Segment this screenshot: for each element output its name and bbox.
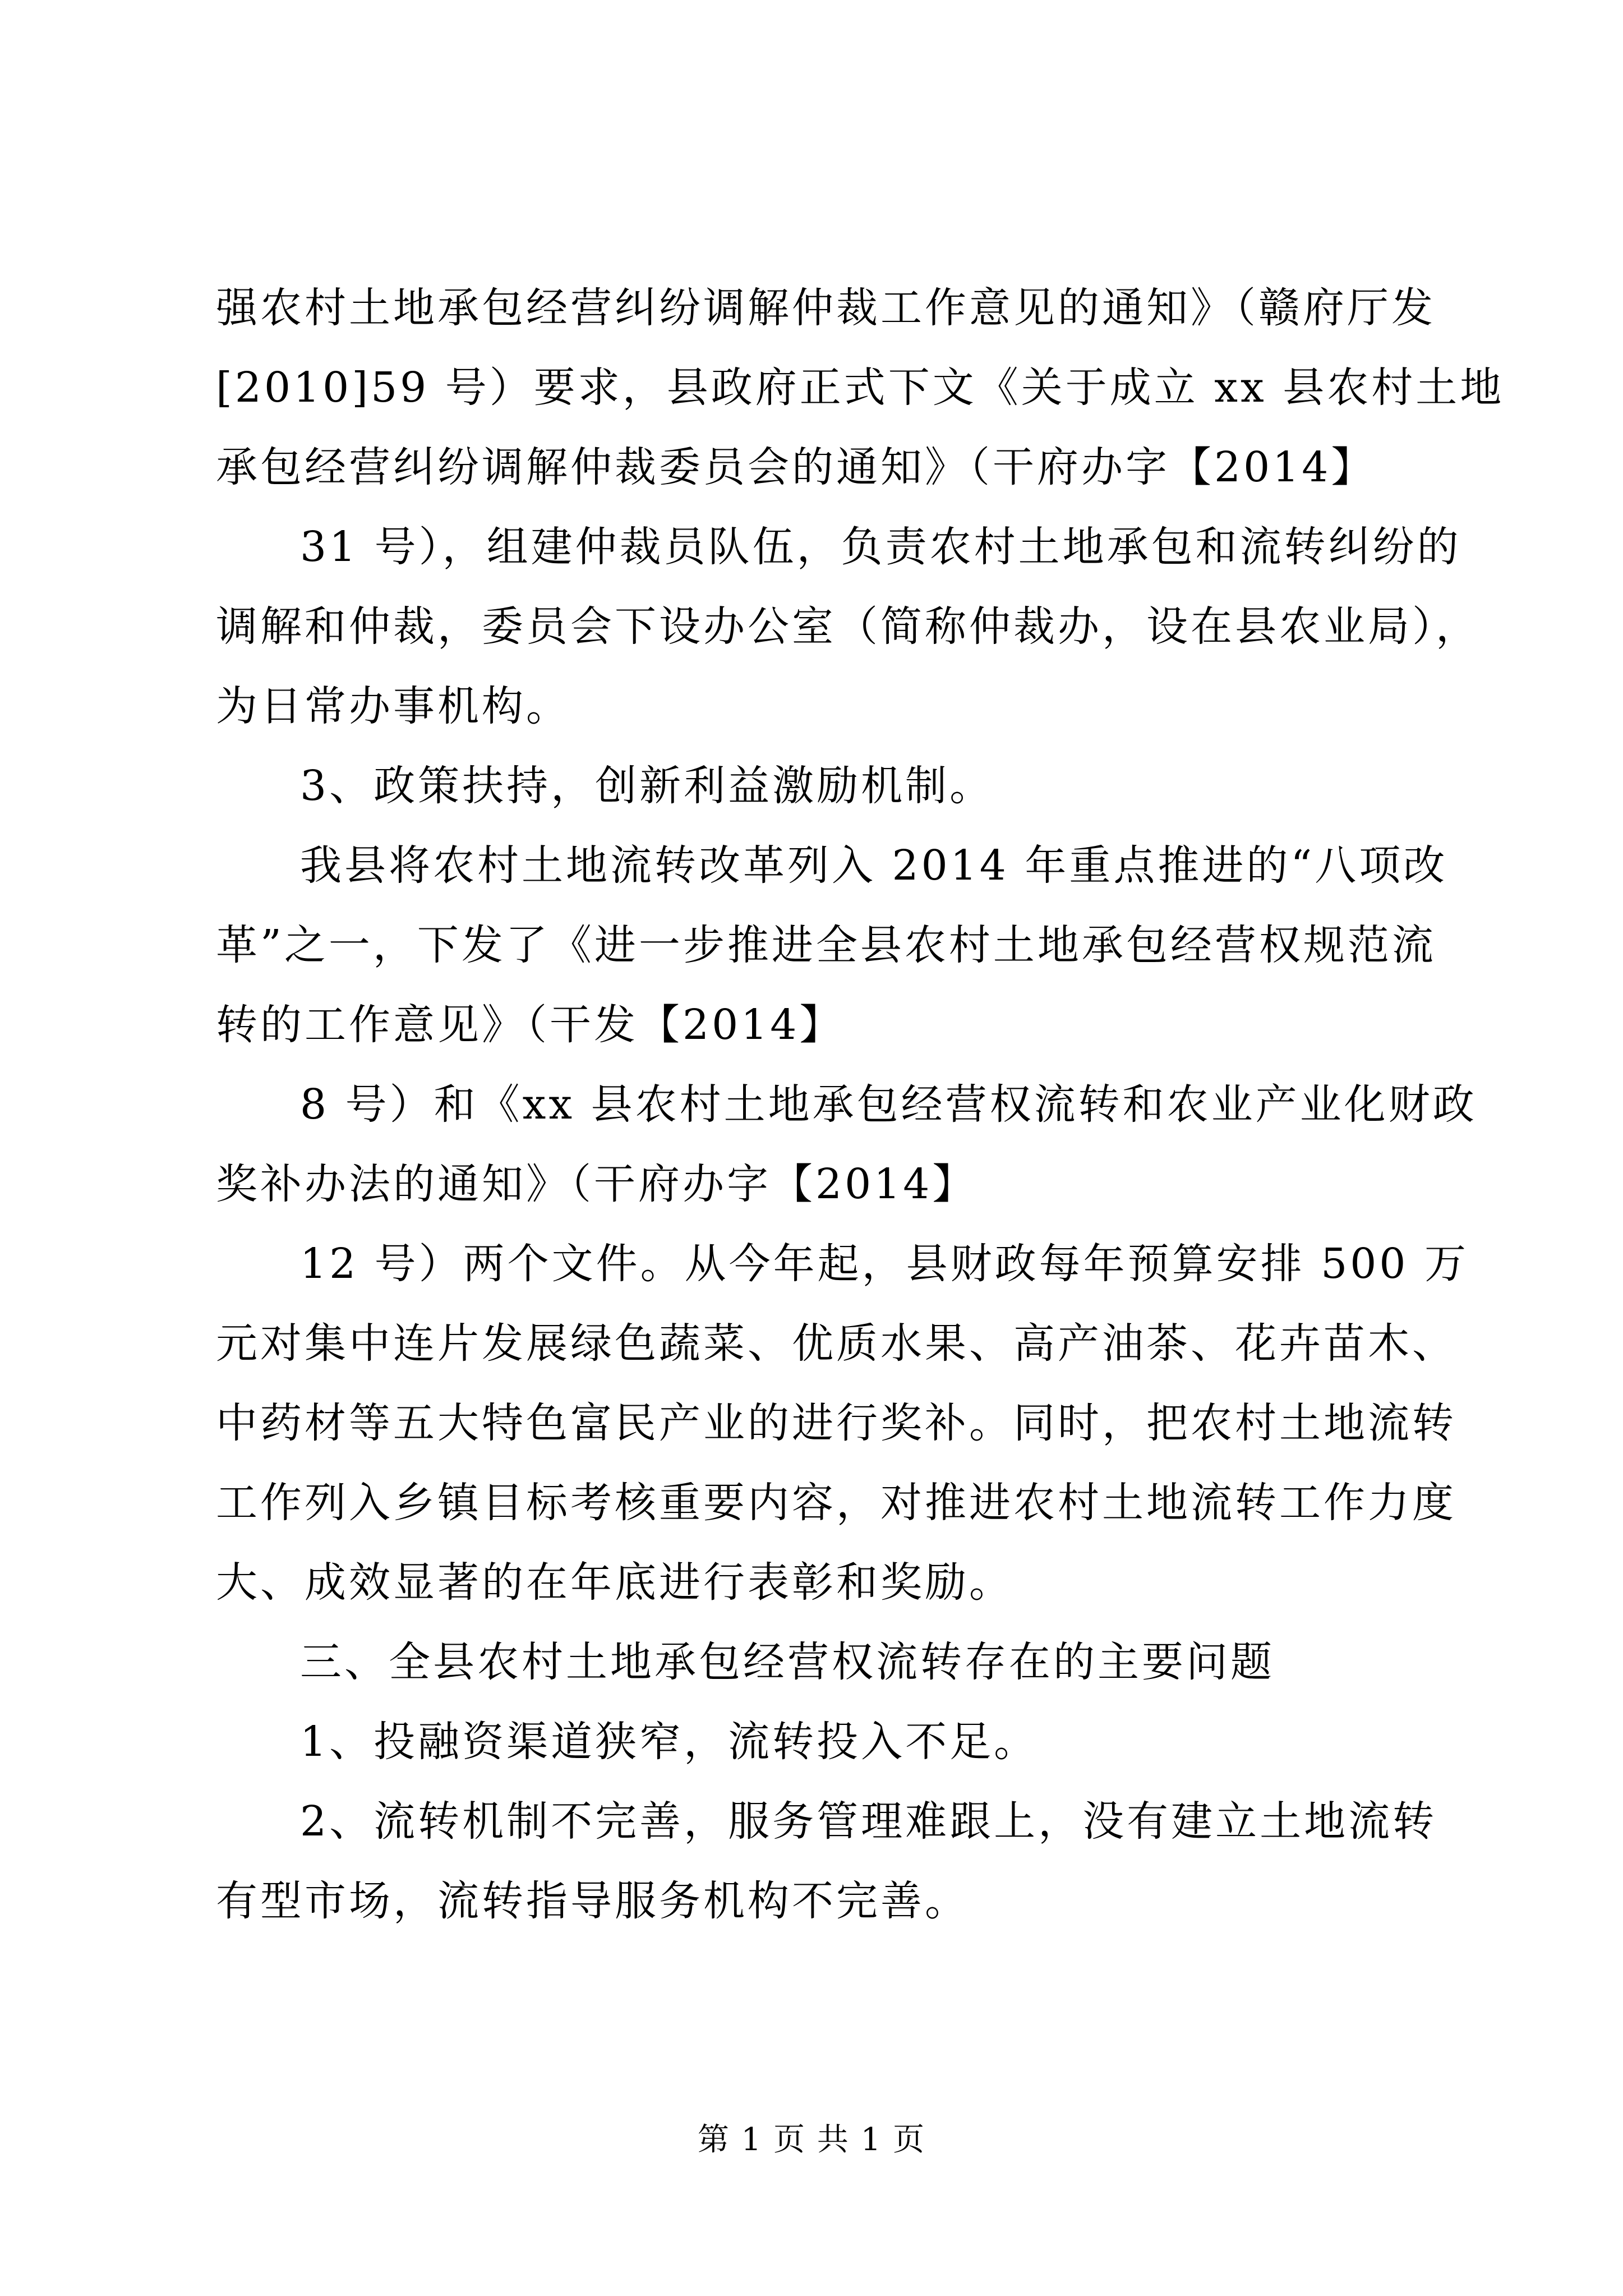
page-footer	[0, 2115, 1623, 2160]
text-line: [2010]59 号）要求，县政府正式下文《关于成立 xx 县农村土地	[216, 364, 1505, 412]
text-line: 为日常办事机构。	[216, 682, 570, 730]
text-line: 1、投融资渠道狭窄，流转投入不足。	[300, 1718, 1039, 1766]
page-number-label: 第 1 页 共 1 页	[697, 2122, 926, 2158]
text-line: 工作列入乡镇目标考核重要内容，对推进农村土地流转工作力度	[216, 1479, 1456, 1527]
text-line: 我县将农村土地流转改革列入 2014 年重点推进的“八项改	[300, 841, 1448, 890]
text-line: 转的工作意见》（干发【2014】	[216, 1001, 844, 1049]
text-line: 革”之一，下发了《进一步推进全县农村土地承包经营权规范流	[216, 921, 1436, 969]
text-line: 调解和仲裁，委员会下设办公室（简称仲裁办，设在县农业局），	[216, 602, 1480, 651]
text-line: 强农村土地承包经营纠纷调解仲裁工作意见的通知》（赣府厅发	[216, 284, 1436, 332]
text-line: 中药材等五大特色富民产业的进行奖补。同时，把农村土地流转	[216, 1399, 1456, 1447]
section-heading: 三、全县农村土地承包经营权流转存在的主要问题	[300, 1638, 1275, 1686]
text-line: 奖补办法的通知》（干府办字【2014】	[216, 1160, 977, 1208]
text-line: 3、政策扶持，创新利益激励机制。	[300, 762, 994, 810]
text-line: 元对集中连片发展绿色蔬菜、优质水果、高产油茶、花卉苗木、	[216, 1319, 1456, 1368]
text-line: 12 号）两个文件。从今年起，县财政每年预算安排 500 万	[300, 1240, 1469, 1288]
text-line: 31 号），组建仲裁员队伍，负责农村土地承包和流转纠纷的	[300, 523, 1461, 571]
text-line: 承包经营纠纷调解仲裁委员会的通知》（干府办字【2014】	[216, 443, 1376, 491]
document-body	[216, 268, 1505, 1941]
text-line: 2、流转机制不完善，服务管理难跟上，没有建立土地流转	[300, 1797, 1437, 1846]
text-line: 有型市场，流转指导服务机构不完善。	[216, 1877, 969, 1925]
text-line: 8 号）和《xx 县农村土地承包经营权流转和农业产业化财政	[300, 1080, 1477, 1129]
text-line: 大、成效显著的在年底进行表彰和奖励。	[216, 1558, 1013, 1607]
